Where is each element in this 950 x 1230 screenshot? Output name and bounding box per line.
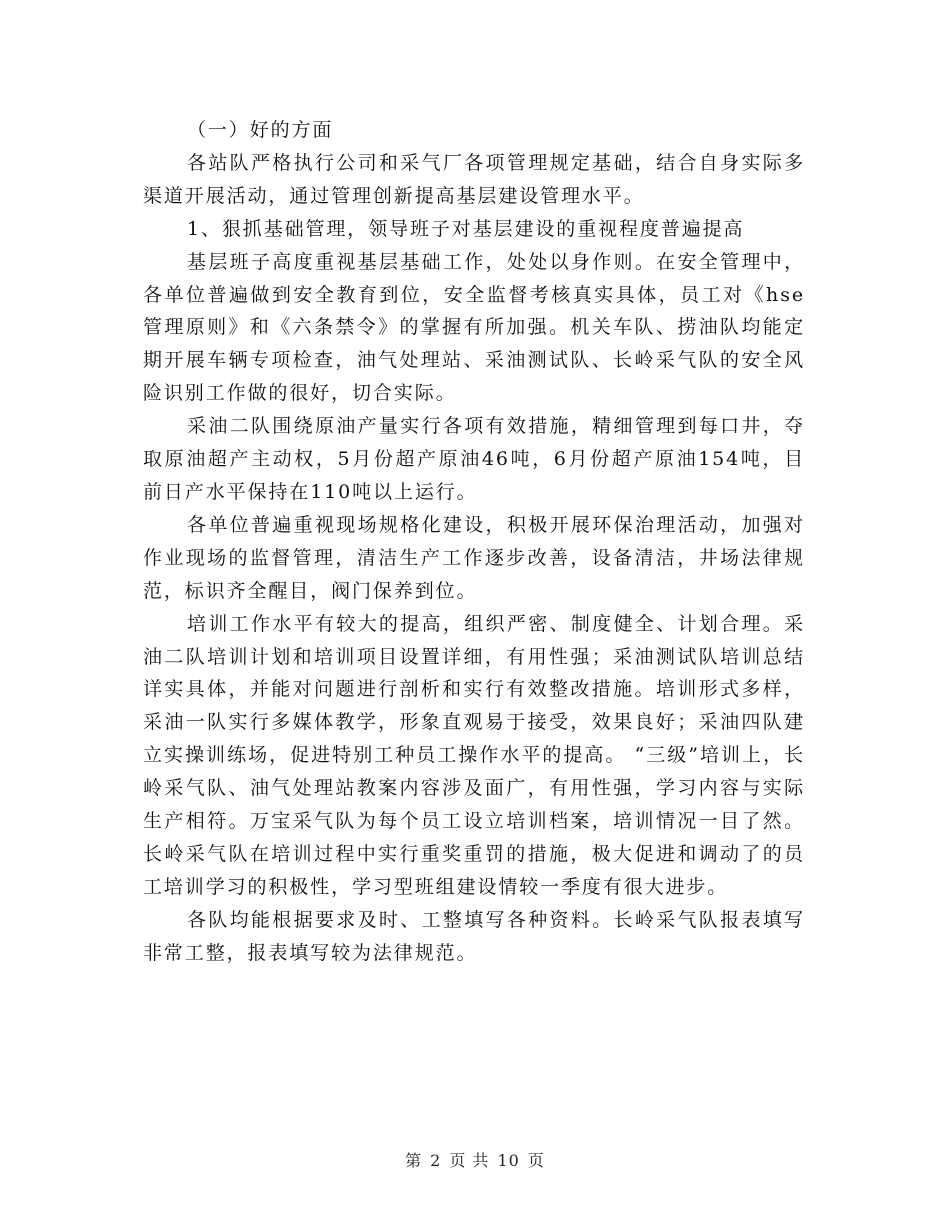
- page-footer: [0, 1148, 950, 1171]
- footer-suffix: 页: [527, 1151, 545, 1170]
- subsection-heading: 1、狠抓基础管理，领导班子对基层建设的重视程度普遍提高: [187, 217, 745, 240]
- paragraph-safety: 基层班子高度重视基层基础工作，处处以身作则。在安全管理中，各单位普遍做到安全教育到位，安全监督考核真实具体，员工对《hse管理原则》和《六条禁令》的掌握有所加强。机关车队、捞油队均能定期开展车辆专项检查，油气处理站、采油测试队、长岭采气队的安全风险识别工作做的很好，切合实际。: [143, 250, 805, 405]
- paragraph-intro: 各站队严格执行公司和采气厂各项管理规定基础，结合自身实际多渠道开展活动，通过管理创新提高基层建设管理水平。: [143, 151, 805, 207]
- section-heading: （一）好的方面: [187, 119, 334, 141]
- footer-total-pages: 10: [497, 1151, 520, 1170]
- footer-prefix: 第: [405, 1151, 423, 1170]
- paragraph-site: 各单位普遍重视现场规格化建设，积极开展环保治理活动，加强对作业现场的监督管理，清洁生产工作逐步改善，设备清洁，井场法律规范，标识齐全醒目，阀门保养到位。: [143, 513, 805, 602]
- footer-page-number: 2: [430, 1151, 442, 1170]
- paragraph-training: 培训工作水平有较大的提高，组织严密、制度健全、计划合理。采油二队培训计划和培训项目设置详细，有用性强；采油测试队培训总结详实具体，并能对问题进行剖析和实行有效整改措施。培训形式多样，采油一队实行多媒体教学，形象直观易于接受，效果良好；采油四队建立实操训练场，促进特别工种员工操作水平的提高。 “三级”培训上，长岭采气队、油气处理站教案内容涉及面广，有用性强，学习内容与实际生产相符。万宝采气队为每个员工设立培训档案，培训情况一目了然。长岭采气队在培训过程中实行重奖重罚的措施，极大促进和调动了的员工培训学习的积极性，学习型班组建设情较一季度有很大进步。: [143, 612, 805, 898]
- footer-middle: 页 共: [449, 1151, 490, 1170]
- paragraph-records: 各队均能根据要求及时、工整填写各种资料。长岭采气队报表填写非常工整，报表填写较为法律规范。: [143, 908, 805, 964]
- paragraph-production: 采油二队围绕原油产量实行各项有效措施，精细管理到每口井，夺取原油超产主动权，5月份超产原油46吨，6月份超产原油154吨，目前日产水平保持在110吨以上运行。: [143, 415, 805, 503]
- document-body: [143, 114, 805, 970]
